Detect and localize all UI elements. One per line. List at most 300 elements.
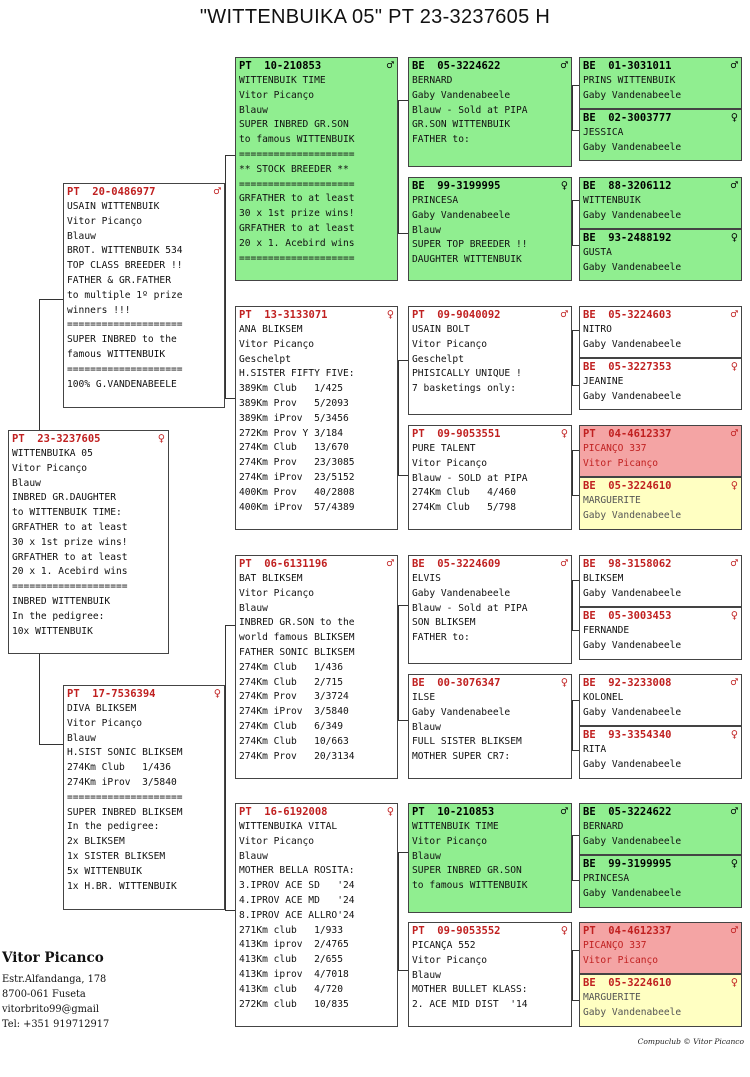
pigeon-detail-line: JESSICA	[583, 127, 624, 138]
pigeon-detail-line: 271Km club 1/933	[239, 924, 343, 936]
ring-number: PT 09-9053552	[412, 925, 501, 937]
pigeon-header	[12, 432, 165, 447]
pigeon-details	[239, 323, 394, 515]
connector	[398, 605, 399, 720]
pigeon-detail-line: ANA BLIKSEM	[239, 324, 303, 335]
pigeon-card-ggg-parent	[579, 358, 742, 410]
footer-credit: Compuclub © Vitor Picanco	[637, 1037, 744, 1046]
ring-number: BE 05-3224622	[583, 806, 672, 818]
pigeon-detail-line: Gaby Vandenabeele	[583, 89, 682, 101]
connector	[572, 750, 579, 751]
pigeon-detail-line: JEANINE	[583, 376, 624, 387]
connector	[572, 495, 579, 496]
pigeon-header	[583, 179, 738, 194]
pigeon-detail-line: Blauw	[67, 230, 96, 242]
pigeon-detail-line: famous WITTENBUIK	[67, 348, 166, 360]
pigeon-card-sire	[63, 183, 225, 408]
pigeon-header	[583, 857, 738, 872]
pigeon-details	[583, 691, 738, 721]
pigeon-detail-line: ====================	[239, 252, 355, 264]
pigeon-detail-line: BAT BLIKSEM	[239, 573, 303, 584]
female-icon: ♀	[157, 431, 165, 445]
pigeon-details	[412, 691, 568, 765]
ring-number: PT 09-9053551	[412, 428, 501, 440]
pigeon-detail-line: PRINCESA	[412, 195, 459, 206]
pigeon-detail-line: ====================	[67, 363, 183, 375]
female-icon: ♀	[730, 975, 738, 989]
pigeon-detail-line: ====================	[239, 178, 355, 190]
pigeon-detail-line: DIVA BLIKSEM	[67, 703, 137, 714]
pigeon-detail-line: 272Km club 10/835	[239, 998, 349, 1010]
pigeon-detail-line: 1x H.BR. WITTENBUIK	[67, 880, 177, 892]
pigeon-details	[583, 991, 738, 1021]
pigeon-detail-line: 274Km Prov 3/3724	[239, 691, 349, 703]
pigeon-header	[583, 231, 738, 246]
female-icon: ♀	[730, 478, 738, 492]
female-icon: ♀	[730, 110, 738, 124]
ring-number: BE 99-3199995	[412, 180, 501, 192]
pigeon-card-great-grandparent	[408, 177, 572, 281]
pigeon-card-grandparent	[235, 555, 398, 779]
pigeon-card-great-grandparent	[408, 306, 572, 415]
female-icon: ♀	[386, 804, 394, 818]
pigeon-detail-line: winners !!!	[67, 304, 131, 316]
pigeon-detail-line: Blauw	[239, 602, 268, 614]
pigeon-header	[412, 308, 568, 323]
pigeon-detail-line: PHISICALLY UNIQUE !	[412, 368, 522, 380]
male-icon: ♂	[730, 804, 738, 818]
pigeon-detail-line: GR.SON WITTENBUIK	[412, 119, 511, 131]
connector	[572, 700, 573, 750]
pigeon-detail-line: 2x BLIKSEM	[67, 836, 125, 848]
male-icon: ♂	[730, 556, 738, 570]
pigeon-details	[583, 375, 738, 405]
ring-number: PT 09-9040092	[412, 309, 501, 321]
pigeon-detail-line: Vitor Picanço	[583, 457, 659, 469]
pigeon-detail-line: Blauw	[412, 721, 441, 733]
pigeon-header	[583, 427, 738, 442]
pigeon-detail-line: INBRED WITTENBUIK	[12, 595, 111, 607]
pigeon-header	[239, 308, 394, 323]
female-icon: ♀	[560, 675, 568, 689]
pigeon-details	[583, 624, 738, 654]
ring-number: PT 06-6131196	[239, 558, 328, 570]
female-icon: ♀	[386, 307, 394, 321]
pigeon-detail-line: 274Km Club 13/670	[239, 442, 349, 454]
pigeon-detail-line: 389Km iProv 5/3456	[239, 412, 349, 424]
male-icon: ♂	[386, 556, 394, 570]
connector	[572, 85, 579, 86]
pigeon-header	[583, 59, 738, 74]
pigeon-detail-line: 413Km club 4/720	[239, 983, 343, 995]
pigeon-detail-line: SUPER INBRED GR.SON	[239, 119, 349, 131]
pigeon-detail-line: Blauw	[412, 224, 441, 236]
male-icon: ♂	[730, 58, 738, 72]
pigeon-header	[583, 805, 738, 820]
pigeon-detail-line: Vitor Picanço	[412, 457, 488, 469]
pigeon-details	[239, 820, 394, 1012]
pigeon-detail-line: 274Km iProv 3/5840	[67, 776, 177, 788]
pigeon-detail-line: Vitor Picanço	[412, 954, 488, 966]
pigeon-detail-line: Gaby Vandenabeele	[583, 209, 682, 221]
pigeon-detail-line: USAIN WITTENBUIK	[67, 201, 160, 212]
pigeon-detail-line: PRINS WITTENBUIK	[583, 75, 676, 86]
breeder-postcode: 8700-061 Fuseta	[2, 989, 86, 1000]
pigeon-card-ggg-parent	[579, 109, 742, 161]
pigeon-card-great-grandparent	[408, 922, 572, 1027]
pigeon-detail-line: ====================	[239, 148, 355, 160]
connector	[225, 625, 235, 626]
pigeon-detail-line: 274Km iProv 3/5840	[239, 706, 349, 718]
pigeon-card-dam	[63, 685, 225, 910]
pigeon-details	[239, 74, 394, 266]
pigeon-card-great-grandparent	[408, 555, 572, 664]
pigeon-detail-line: NITRO	[583, 324, 612, 335]
ring-number: PT 13-3133071	[239, 309, 328, 321]
pigeon-detail-line: MARGUERITE	[583, 992, 641, 1003]
pigeon-card-ggg-parent	[579, 674, 742, 726]
pigeon-card-ggg-parent	[579, 607, 742, 660]
pigeon-detail-line: 100% G.VANDENABEELE	[67, 378, 177, 390]
pigeon-detail-line: RITA	[583, 744, 607, 755]
female-icon: ♀	[560, 923, 568, 937]
pigeon-detail-line: Gaby Vandenabeele	[583, 639, 682, 651]
connector	[398, 233, 408, 234]
pigeon-detail-line: Gaby Vandenabeele	[583, 758, 682, 770]
ring-number: PT 17-7536394	[67, 688, 156, 700]
pigeon-detail-line: to famous WITTENBUIK	[239, 134, 355, 146]
pigeon-header	[239, 805, 394, 820]
female-icon: ♀	[560, 178, 568, 192]
connector	[572, 245, 579, 246]
pigeon-detail-line: DAUGHTER WITTENBUIK	[412, 254, 522, 266]
connector	[572, 385, 579, 386]
connector	[572, 950, 579, 951]
pigeon-detail-line: PRINCESA	[583, 873, 630, 884]
pigeon-header	[583, 676, 738, 691]
female-icon: ♀	[213, 686, 221, 700]
male-icon: ♂	[560, 307, 568, 321]
pigeon-detail-line: GRFATHER to at least	[239, 193, 355, 205]
connector	[572, 835, 573, 880]
pigeon-card-ggg-parent	[579, 855, 742, 908]
pigeon-detail-line: ILSE	[412, 692, 436, 703]
pigeon-detail-line: FATHER to:	[412, 632, 470, 644]
pigeon-detail-line: PICANÇA 552	[412, 940, 476, 951]
pigeon-detail-line: FATHER to:	[412, 134, 470, 146]
ring-number: BE 99-3199995	[583, 858, 672, 870]
pigeon-card-subject	[8, 430, 169, 654]
pigeon-detail-line: FATHER & GR.FATHER	[67, 274, 171, 286]
connector	[225, 155, 235, 156]
pigeon-details	[583, 743, 738, 773]
breeder-email: vitorbrito99@gmail	[2, 1004, 100, 1015]
connector	[572, 130, 579, 131]
pigeon-detail-line: 272Km Prov Y 3/184	[239, 427, 343, 439]
pigeon-detail-line: BLIKSEM	[583, 573, 624, 584]
pigeon-detail-line: Blauw	[412, 850, 441, 862]
connector	[398, 360, 408, 361]
pigeon-header	[583, 924, 738, 939]
pigeon-detail-line: 274Km Club 10/663	[239, 735, 349, 747]
pigeon-card-ggg-parent	[579, 726, 742, 779]
pigeon-detail-line: Geschelpt	[239, 353, 291, 365]
female-icon: ♀	[560, 426, 568, 440]
ring-number: BE 93-3354340	[583, 729, 672, 741]
pigeon-detail-line: Gaby Vandenabeele	[583, 338, 682, 350]
pigeon-details	[412, 323, 568, 397]
pigeon-detail-line: WITTENBUIK TIME	[239, 75, 326, 86]
pigeon-detail-line: 274Km Prov 23/3085	[239, 457, 355, 469]
pigeon-detail-line: ====================	[12, 581, 128, 593]
pigeon-card-ggg-parent	[579, 425, 742, 477]
pigeon-detail-line: TOP CLASS BREEDER !!	[67, 260, 183, 272]
pigeon-header	[239, 59, 394, 74]
breeder-contact	[2, 950, 109, 1032]
pigeon-detail-line: WITTENBUIK TIME	[412, 821, 499, 832]
pigeon-header	[239, 557, 394, 572]
pigeon-details	[583, 939, 738, 969]
connector	[225, 155, 226, 398]
connector	[572, 330, 573, 385]
pigeon-card-ggg-parent	[579, 57, 742, 109]
pigeon-detail-line: Vitor Picanço	[583, 954, 659, 966]
connector	[39, 744, 63, 745]
ring-number: BE 05-3227353	[583, 361, 672, 373]
pigeon-detail-line: Vitor Picanço	[67, 717, 143, 729]
pigeon-detail-line: USAIN BOLT	[412, 324, 470, 335]
pigeon-detail-line: INBRED GR.DAUGHTER	[12, 492, 116, 504]
connector	[39, 654, 40, 744]
pigeon-detail-line: SUPER TOP BREEDER !!	[412, 239, 528, 251]
connector	[572, 950, 573, 1000]
pigeon-card-ggg-parent	[579, 555, 742, 607]
pigeon-detail-line: MOTHER BELLA ROSITA:	[239, 865, 355, 877]
pigeon-details	[412, 572, 568, 646]
connector	[398, 720, 408, 721]
pigeon-details	[583, 494, 738, 524]
pigeon-detail-line: GRFATHER to at least	[12, 521, 128, 533]
pigeon-detail-line: FATHER SONIC BLIKSEM	[239, 646, 355, 658]
ring-number: BE 93-2488192	[583, 232, 672, 244]
pigeon-detail-line: 274Km Club 2/715	[239, 676, 343, 688]
male-icon: ♂	[560, 804, 568, 818]
pigeon-details	[583, 74, 738, 104]
ring-number: BE 05-3224610	[583, 480, 672, 492]
pigeon-detail-line: Gaby Vandenabeele	[583, 390, 682, 402]
pigeon-detail-line: 274Km Prov 20/3134	[239, 750, 355, 762]
connector	[572, 835, 579, 836]
pigeon-card-ggg-parent	[579, 974, 742, 1027]
connector	[225, 910, 235, 911]
pigeon-detail-line: ====================	[67, 319, 183, 331]
connector	[572, 85, 573, 130]
female-icon: ♀	[730, 359, 738, 373]
pigeon-detail-line: 400Km Prov 40/2808	[239, 486, 355, 498]
pigeon-detail-line: 413Km club 2/655	[239, 954, 343, 966]
connector	[572, 1000, 579, 1001]
pigeon-detail-line: Gaby Vandenabeele	[583, 887, 682, 899]
pigeon-details	[412, 194, 568, 268]
pigeon-details	[583, 572, 738, 602]
ring-number: PT 16-6192008	[239, 806, 328, 818]
pigeon-detail-line: Vitor Picanço	[412, 338, 488, 350]
ring-number: BE 00-3076347	[412, 677, 501, 689]
pigeon-detail-line: Gaby Vandenabeele	[412, 587, 511, 599]
pigeon-card-grandparent	[235, 57, 398, 281]
pigeon-detail-line: 274Km Club 1/436	[67, 762, 171, 774]
pigeon-card-ggg-parent	[579, 803, 742, 855]
pigeon-header	[583, 728, 738, 743]
pigeon-detail-line: INBRED GR.SON to the	[239, 617, 355, 629]
ring-number: BE 01-3031011	[583, 60, 672, 72]
pigeon-detail-line: Blauw - Sold at PIPA	[412, 602, 528, 614]
pigeon-detail-line: WITTENBUIKA VITAL	[239, 821, 338, 832]
pigeon-detail-line: PICANÇO 337	[583, 940, 647, 951]
pigeon-detail-line: 2. ACE MID DIST '14	[412, 999, 528, 1011]
pigeon-details	[583, 323, 738, 353]
pigeon-detail-line: SUPER INBRED to the	[67, 334, 177, 346]
ring-number: PT 20-0486977	[67, 186, 156, 198]
connector	[572, 630, 579, 631]
pigeon-detail-line: 274Km Club 1/436	[239, 661, 343, 673]
pigeon-header	[412, 805, 568, 820]
ring-number: BE 05-3003453	[583, 610, 672, 622]
pigeon-header	[412, 59, 568, 74]
pigeon-detail-line: Gaby Vandenabeele	[583, 706, 682, 718]
pigeon-detail-line: BERNARD	[412, 75, 453, 86]
pigeon-detail-line: Gaby Vandenabeele	[412, 209, 511, 221]
pigeon-detail-line: GRFATHER to at least	[12, 551, 128, 563]
pigeon-detail-line: FERNANDE	[583, 625, 630, 636]
pigeon-detail-line: H.SIST SONIC BLIKSEM	[67, 747, 183, 759]
pigeon-header	[583, 609, 738, 624]
pigeon-detail-line: H.SISTER FIFTY FIVE:	[239, 368, 355, 380]
pigeon-detail-line: KOLONEL	[583, 692, 624, 703]
pigeon-detail-line: Vitor Picanço	[239, 587, 315, 599]
pigeon-header	[583, 557, 738, 572]
ring-number: BE 05-3224609	[412, 558, 501, 570]
male-icon: ♂	[560, 58, 568, 72]
pigeon-detail-line: Gaby Vandenabeele	[583, 261, 682, 273]
ring-number: PT 04-4612337	[583, 428, 672, 440]
pigeon-card-grandparent	[235, 803, 398, 1027]
ring-number: PT 04-4612337	[583, 925, 672, 937]
connector	[572, 580, 579, 581]
pigeon-details	[412, 820, 568, 894]
male-icon: ♂	[386, 58, 394, 72]
pigeon-detail-line: 400Km iProv 57/4389	[239, 501, 355, 513]
pigeon-detail-line: 413Km iprov 2/4765	[239, 939, 349, 951]
pigeon-details	[67, 200, 221, 392]
pigeon-detail-line: GRFATHER to at least	[239, 222, 355, 234]
pigeon-detail-line: PURE TALENT	[412, 443, 476, 454]
pigeon-detail-line: 10x WITTENBUIK	[12, 625, 93, 637]
pigeon-detail-line: 413Km iprov 4/7018	[239, 968, 349, 980]
pigeon-detail-line: world famous BLIKSEM	[239, 632, 355, 644]
pigeon-card-great-grandparent	[408, 425, 572, 530]
pigeon-detail-line: ====================	[67, 791, 183, 803]
pigeon-details	[12, 447, 165, 639]
breeder-phone: Tel: +351 919712917	[2, 1019, 110, 1030]
pigeon-details	[583, 194, 738, 224]
female-icon: ♀	[730, 608, 738, 622]
pigeon-detail-line: Gaby Vandenabeele	[412, 706, 511, 718]
pigeon-detail-line: 389Km Club 1/425	[239, 383, 343, 395]
pigeon-detail-line: 274Km Club 4/460	[412, 487, 516, 499]
pigeon-details	[239, 572, 394, 764]
pigeon-detail-line: Gaby Vandenabeele	[583, 1006, 682, 1018]
pigeon-detail-line: MOTHER SUPER CR7:	[412, 751, 511, 763]
ring-number: BE 05-3224610	[583, 977, 672, 989]
pigeon-detail-line: Vitor Picanço	[67, 215, 143, 227]
pigeon-detail-line: PICANÇO 337	[583, 443, 647, 454]
pigeon-detail-line: SUPER INBRED BLIKSEM	[67, 806, 183, 818]
pigeon-detail-line: FULL SISTER BLIKSEM	[412, 736, 522, 748]
connector	[572, 330, 579, 331]
pigeon-details	[583, 442, 738, 472]
pigeon-detail-line: to multiple 1º prize	[67, 289, 183, 301]
pigeon-header	[583, 479, 738, 494]
pigeon-card-ggg-parent	[579, 177, 742, 229]
pigeon-header	[583, 111, 738, 126]
connector	[572, 700, 579, 701]
pigeon-detail-line: 5x WITTENBUIK	[67, 865, 143, 877]
ring-number: BE 88-3206112	[583, 180, 672, 192]
pigeon-card-ggg-parent	[579, 477, 742, 530]
pigeon-detail-line: 274Km iProv 23/5152	[239, 471, 355, 483]
ring-number: BE 02-3003777	[583, 112, 672, 124]
pigeon-detail-line: In the pedigree:	[12, 610, 105, 622]
pigeon-detail-line: SON BLIKSEM	[412, 617, 476, 629]
pigeon-detail-line: 389Km Prov 5/2093	[239, 397, 349, 409]
ring-number: PT 10-210853	[239, 60, 322, 72]
male-icon: ♂	[730, 675, 738, 689]
connector	[398, 100, 399, 233]
pigeon-detail-line: 8.IPROV ACE ALLRO'24	[239, 909, 355, 921]
pigeon-detail-line: 4.IPROV ACE MD '24	[239, 894, 355, 906]
pigeon-detail-line: BROT. WITTENBUIK 534	[67, 245, 183, 257]
pigeon-detail-line: In the pedigree:	[67, 821, 160, 833]
connector	[572, 450, 573, 495]
pigeon-detail-line: Vitor Picanço	[412, 835, 488, 847]
page-title: "WITTENBUIKA 05" PT 23-3237605 H	[199, 6, 551, 28]
pigeon-header	[583, 360, 738, 375]
pigeon-details	[412, 442, 568, 516]
female-icon: ♀	[730, 230, 738, 244]
connector	[225, 398, 235, 399]
pigeon-detail-line: Gaby Vandenabeele	[412, 89, 511, 101]
pigeon-card-ggg-parent	[579, 229, 742, 281]
pigeon-detail-line: SUPER INBRED GR.SON	[412, 865, 522, 877]
pigeon-card-ggg-parent	[579, 922, 742, 974]
pigeon-detail-line: WITTENBUIKA 05	[12, 448, 93, 459]
pigeon-detail-line: Gaby Vandenabeele	[583, 835, 682, 847]
connector	[398, 475, 408, 476]
ring-number: BE 05-3224603	[583, 309, 672, 321]
connector	[572, 200, 579, 201]
pigeon-detail-line: ** STOCK BREEDER **	[239, 163, 349, 175]
connector	[572, 580, 573, 630]
pigeon-header	[412, 924, 568, 939]
pigeon-detail-line: Blauw - Sold at PIPA	[412, 104, 528, 116]
pigeon-detail-line: 274Km Club 6/349	[239, 720, 343, 732]
pigeon-detail-line: Geschelpt	[412, 353, 464, 365]
pigeon-detail-line: Vitor Picanço	[239, 835, 315, 847]
pigeon-detail-line: Blauw	[67, 732, 96, 744]
pigeon-detail-line: MOTHER BULLET KLASS:	[412, 984, 528, 996]
male-icon: ♂	[730, 923, 738, 937]
